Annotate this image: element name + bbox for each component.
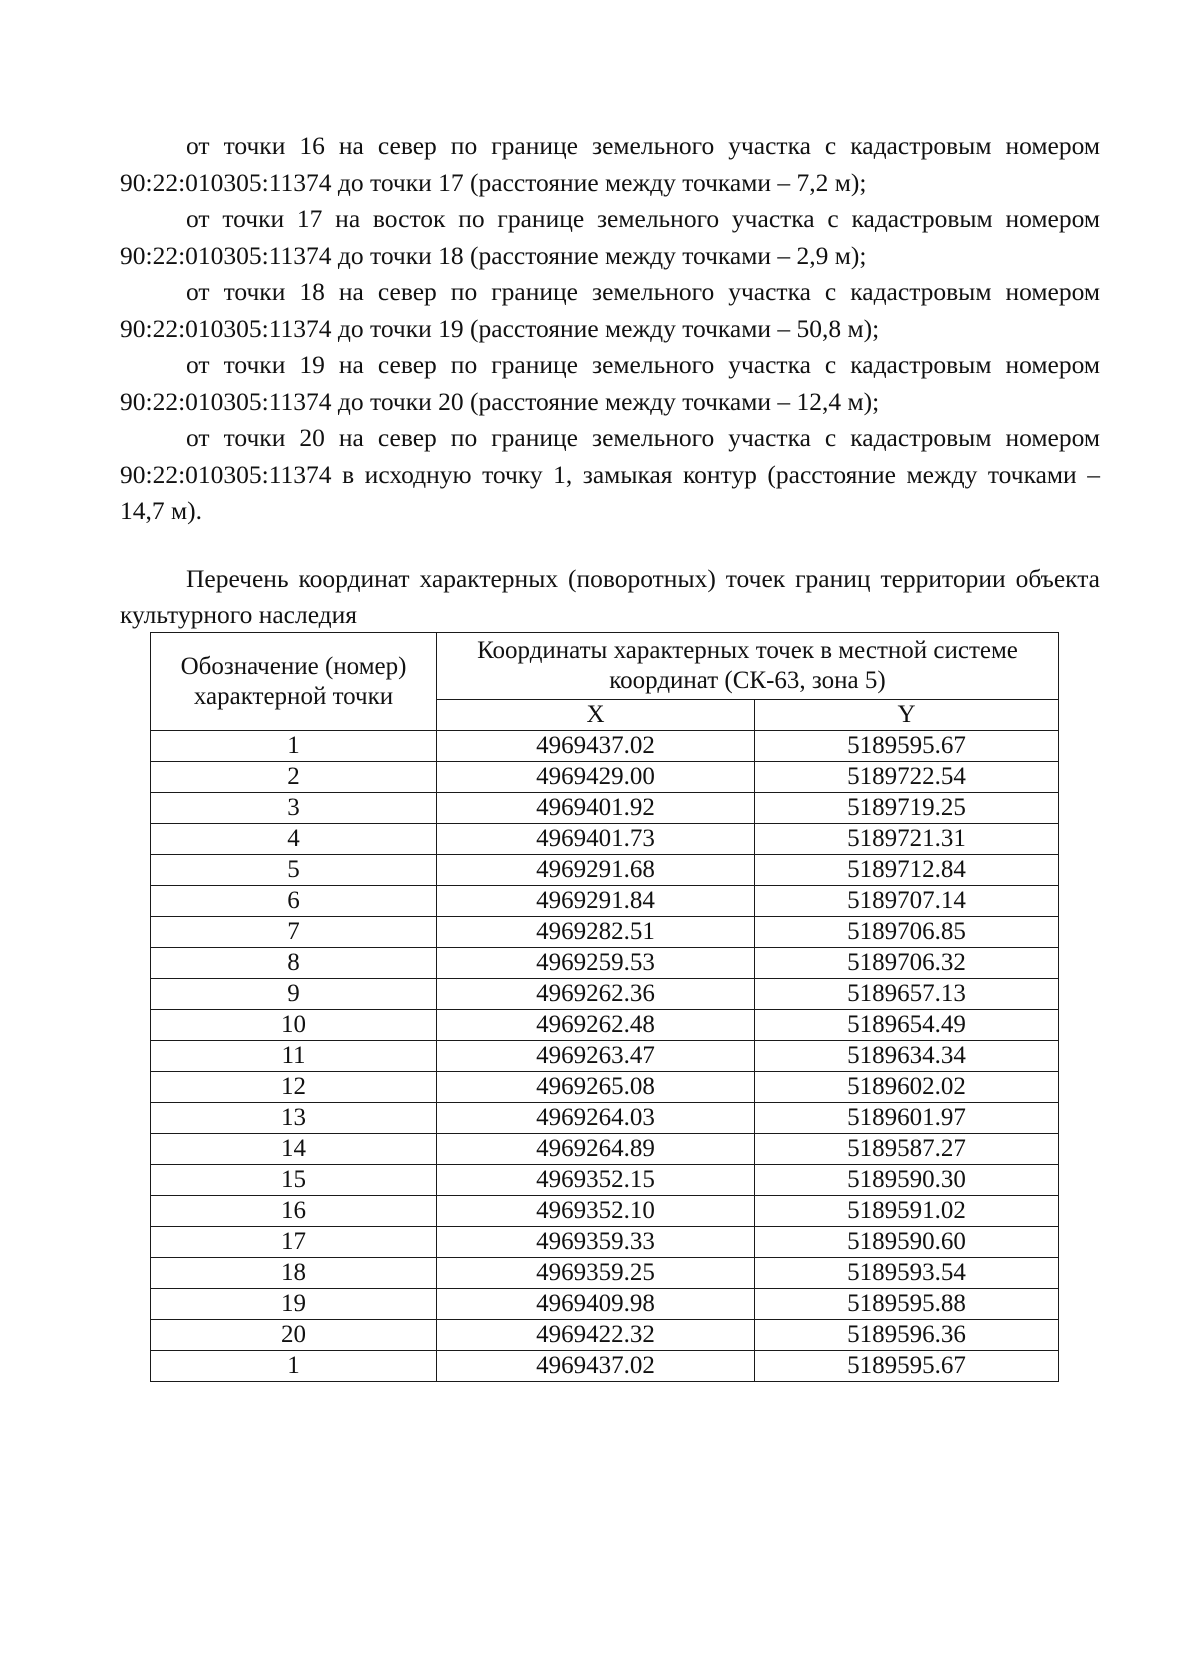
y-coordinate-cell: 5189595.67 <box>755 1351 1059 1382</box>
y-coordinate-cell: 5189596.36 <box>755 1320 1059 1351</box>
point-number-cell: 18 <box>151 1258 437 1289</box>
y-coordinate-cell: 5189634.34 <box>755 1041 1059 1072</box>
point-number-cell: 14 <box>151 1134 437 1165</box>
point-number-cell: 9 <box>151 979 437 1010</box>
point-number-cell: 8 <box>151 948 437 979</box>
point-number-cell: 1 <box>151 1351 437 1382</box>
y-coordinate-cell: 5189657.13 <box>755 979 1059 1010</box>
y-coordinate-cell: 5189719.25 <box>755 793 1059 824</box>
point-number-cell: 1 <box>151 731 437 762</box>
x-coordinate-cell: 4969359.33 <box>437 1227 755 1258</box>
table-row <box>151 948 1059 979</box>
y-coordinate-cell: 5189591.02 <box>755 1196 1059 1227</box>
paragraph-point-17: от точки 17 на восток по границе земельного участка с кадастровым номером 90:22:010305:11374 до точки 18 (расстояние между точками – 2,9 м); <box>120 204 1100 270</box>
y-coordinate-cell: 5189590.60 <box>755 1227 1059 1258</box>
x-coordinate-cell: 4969437.02 <box>437 1351 755 1382</box>
table-row <box>151 762 1059 793</box>
point-number-cell: 11 <box>151 1041 437 1072</box>
point-number-cell: 13 <box>151 1103 437 1134</box>
x-coordinate-cell: 4969291.68 <box>437 855 755 886</box>
point-number-cell: 7 <box>151 917 437 948</box>
y-coordinate-cell: 5189721.31 <box>755 824 1059 855</box>
x-coordinate-cell: 4969264.03 <box>437 1103 755 1134</box>
y-coordinate-cell: 5189722.54 <box>755 762 1059 793</box>
header-coordinates: Координаты характерных точек в местной системе координат (СК-63, зона 5) <box>437 633 1059 700</box>
point-number-cell: 15 <box>151 1165 437 1196</box>
table-row <box>151 979 1059 1010</box>
table-row <box>151 793 1059 824</box>
x-coordinate-cell: 4969352.10 <box>437 1196 755 1227</box>
y-coordinate-cell: 5189590.30 <box>755 1165 1059 1196</box>
x-coordinate-cell: 4969291.84 <box>437 886 755 917</box>
paragraph-point-20: от точки 20 на север по границе земельного участка с кадастровым номером 90:22:010305:11374 в исходную точку 1, замыкая контур (расстояние между точками – 14,7 м). <box>120 423 1100 525</box>
x-coordinate-cell: 4969401.92 <box>437 793 755 824</box>
table-row <box>151 1227 1059 1258</box>
point-number-cell: 3 <box>151 793 437 824</box>
table-row <box>151 1320 1059 1351</box>
y-coordinate-cell: 5189707.14 <box>755 886 1059 917</box>
x-coordinate-cell: 4969262.48 <box>437 1010 755 1041</box>
point-number-cell: 20 <box>151 1320 437 1351</box>
coordinates-table-body <box>151 731 1059 1382</box>
table-row <box>151 855 1059 886</box>
y-coordinate-cell: 5189712.84 <box>755 855 1059 886</box>
header-x: X <box>437 700 755 731</box>
point-number-cell: 6 <box>151 886 437 917</box>
x-coordinate-cell: 4969259.53 <box>437 948 755 979</box>
table-row <box>151 1351 1059 1382</box>
x-coordinate-cell: 4969264.89 <box>437 1134 755 1165</box>
point-number-cell: 10 <box>151 1010 437 1041</box>
table-row <box>151 1196 1059 1227</box>
y-coordinate-cell: 5189587.27 <box>755 1134 1059 1165</box>
point-number-cell: 2 <box>151 762 437 793</box>
x-coordinate-cell: 4969422.32 <box>437 1320 755 1351</box>
y-coordinate-cell: 5189706.32 <box>755 948 1059 979</box>
point-number-cell: 5 <box>151 855 437 886</box>
point-number-cell: 17 <box>151 1227 437 1258</box>
x-coordinate-cell: 4969359.25 <box>437 1258 755 1289</box>
coordinates-table <box>150 632 1059 1382</box>
table-row <box>151 886 1059 917</box>
point-number-cell: 16 <box>151 1196 437 1227</box>
table-row <box>151 917 1059 948</box>
table-row <box>151 1134 1059 1165</box>
header-y: Y <box>755 700 1059 731</box>
point-number-cell: 4 <box>151 824 437 855</box>
y-coordinate-cell: 5189601.97 <box>755 1103 1059 1134</box>
boundary-description <box>120 128 1100 530</box>
x-coordinate-cell: 4969263.47 <box>437 1041 755 1072</box>
x-coordinate-cell: 4969401.73 <box>437 824 755 855</box>
y-coordinate-cell: 5189595.67 <box>755 731 1059 762</box>
x-coordinate-cell: 4969262.36 <box>437 979 755 1010</box>
y-coordinate-cell: 5189593.54 <box>755 1258 1059 1289</box>
point-number-cell: 12 <box>151 1072 437 1103</box>
table-caption: Перечень координат характерных (поворотных) точек границ территории объекта культурного наследия <box>120 564 1100 629</box>
table-row <box>151 1010 1059 1041</box>
x-coordinate-cell: 4969282.51 <box>437 917 755 948</box>
y-coordinate-cell: 5189595.88 <box>755 1289 1059 1320</box>
y-coordinate-cell: 5189706.85 <box>755 917 1059 948</box>
x-coordinate-cell: 4969429.00 <box>437 762 755 793</box>
table-row <box>151 1289 1059 1320</box>
y-coordinate-cell: 5189654.49 <box>755 1010 1059 1041</box>
y-coordinate-cell: 5189602.02 <box>755 1072 1059 1103</box>
table-row <box>151 1072 1059 1103</box>
x-coordinate-cell: 4969265.08 <box>437 1072 755 1103</box>
x-coordinate-cell: 4969409.98 <box>437 1289 755 1320</box>
table-row <box>151 1258 1059 1289</box>
paragraph-point-19: от точки 19 на север по границе земельного участка с кадастровым номером 90:22:010305:11374 до точки 20 (расстояние между точками – 12,4 м); <box>120 350 1100 416</box>
x-coordinate-cell: 4969437.02 <box>437 731 755 762</box>
table-row <box>151 824 1059 855</box>
x-coordinate-cell: 4969352.15 <box>437 1165 755 1196</box>
paragraph-point-18: от точки 18 на север по границе земельного участка с кадастровым номером 90:22:010305:11374 до точки 19 (расстояние между точками – 50,8 м); <box>120 277 1100 343</box>
table-row <box>151 1103 1059 1134</box>
point-number-cell: 19 <box>151 1289 437 1320</box>
paragraph-point-16: от точки 16 на север по границе земельного участка с кадастровым номером 90:22:010305:11374 до точки 17 (расстояние между точками – 7,2 м); <box>120 131 1100 197</box>
table-row <box>151 731 1059 762</box>
table-row <box>151 1165 1059 1196</box>
table-row <box>151 1041 1059 1072</box>
header-point-number: Обозначение (номер) характерной точки <box>151 633 437 731</box>
